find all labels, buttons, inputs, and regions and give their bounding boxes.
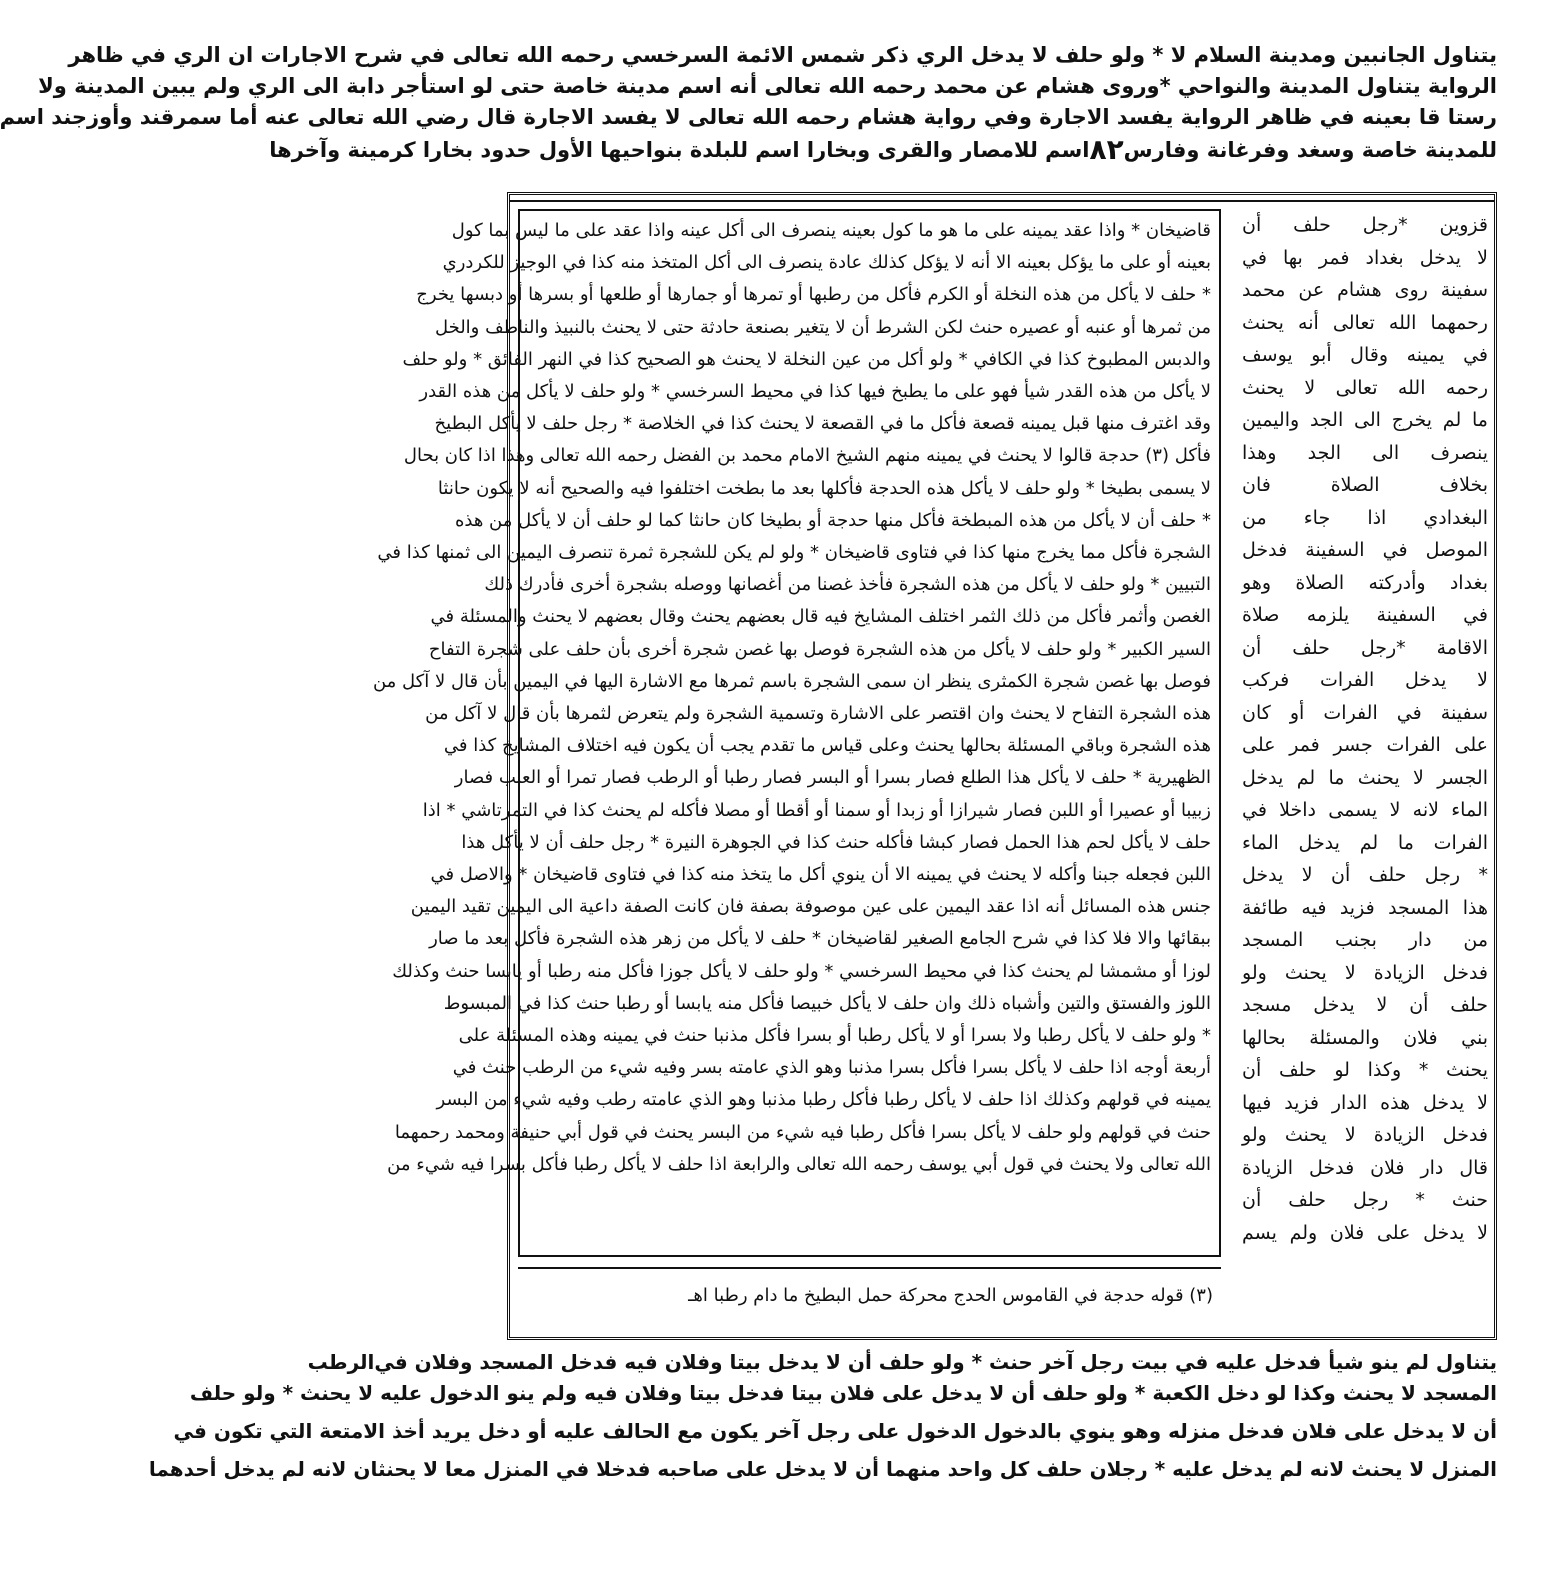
main-text-line: الظهيرية * حلف لا يأكل هذا الطلع فصار بسرا أو البسر فصار رطبا أو الرطب فصار تمرا أو العنب فصار [454,767,1211,789]
margin-text-line: رحمه الله تعالى لا يحنث [1242,376,1488,399]
margin-text-line: ينصرف الى الجد وهذا [1242,441,1488,464]
main-text-line: اللوز والفستق والتين وأشباه ذلك وان حلف لا يأكل خبيصا فأكل منه يابسا أو رطبا حنث كذا في المبسوط [443,992,1211,1014]
footnote-text: (٣) قوله حدجة في القاموس الحدج محركة حمل البطيخ ما دام رطبا اهـ [688,1285,1213,1306]
margin-text-line: بغداد وأدركته الصلاة وهو [1242,571,1488,594]
main-text-line: بعينه أو على ما يؤكل بعينه الا أنه لا يؤكل كذلك عادة ينصرف الى أكل المتخذ منه كذا في الوجيز للكردري [442,252,1211,274]
main-text-line: * حلف أن لا يأكل من هذه المبطخة فأكل منها حدجة أو بطيخا كان حانثا كما لو حلف أن لا يأكل من هذه [454,509,1211,531]
margin-text-line: * رجل حلف أن لا يدخل [1242,864,1488,886]
frame-top-rule [510,200,1494,202]
margin-text-line: لا يدخل هذه الدار فزيد فيها [1242,1091,1488,1114]
margin-text-line: الموصل في السفينة فدخل [1242,539,1488,561]
bottom-text-block [148,1350,1497,1488]
bottom-text-segment: يتناول لم ينو شيأ فدخل عليه في بيت رجل آخر حنث * ولو حلف أن لا يدخل بيتا وفلان فيه فدخل المسجد وفلان في [374,1350,1497,1374]
bottom-text-line: المنزل لا يحنث لانه لم يدخل عليه * رجلان حلف كل واحد منهما أن لا يدخل على صاحبه فدخلا في المنزل معا لا يحنثان لانه لم يدخل أحدهما [148,1457,1497,1481]
main-text-line: لا يسمى بطيخا * ولو حلف لا يأكل هذه الحدجة فأكلها بعد ما بطخت اختلفوا فيه والصحيح أنه لا يكون حانثا [437,477,1211,499]
main-text-line: قاضيخان * واذا عقد يمينه على ما هو ما كول بعينه ينصرف الى أكل عينه واذا عقد على ما ليس بما كول [451,220,1211,241]
bottom-text-segment: الرطب [307,1350,375,1374]
bottom-text-first-row [307,1350,1497,1374]
top-text-last-row [269,133,1497,166]
margin-commentary-column [1242,209,1488,1325]
margin-text-line: لا يدخل على فلان ولم يسم [1242,1221,1488,1244]
margin-text-line: الجسر لا يحنث ما لم يدخل [1242,766,1488,789]
main-text-line: ببقائها والا فلا كذا في شرح الجامع الصغير لقاضيخان * حلف لا يأكل من زهر هذه الشجرة فأكل بعد ما صار [429,928,1211,950]
margin-text-line: الفرات ما لم يدخل الماء [1242,831,1488,854]
main-text-line: لا يأكل من هذه القدر شيأ فهو على ما يطبخ فيها كذا في محيط السرخسي * ولو حلف لا يأكل من هذه القدر [419,381,1211,403]
top-text-block [0,40,1497,166]
main-text-line: التبيين * ولو حلف لا يأكل من هذه الشجرة فأخذ غصنا من أغصانها ووصله بشجرة أخرى فأدرك ذلك [484,574,1211,596]
main-text-line: * ولو حلف لا يأكل رطبا ولا بسرا أو لا يأكل رطبا أو بسرا فأكل مذنبا حنث في يمينه وهذه المسئلة على [458,1025,1211,1047]
margin-text-line: حلف أن لا يدخل مسجد [1242,994,1488,1016]
top-text-segment: اسم للامصار والقرى وبخارا اسم للبلدة بنواحيها الأول حدود بخارا كرمينة وآخرها [269,137,1090,162]
margin-text-line: قزوين *رجل حلف أن [1242,214,1488,236]
main-text-line: السير الكبير * ولو حلف لا يأكل من هذه الشجرة فوصل بها غصن شجرة أخرى بأن حلف على شجرة التفاح [428,638,1211,660]
margin-text-line: قال دار فلان فدخل الزيادة [1242,1156,1488,1179]
margin-text-line: سفينة في الفرات أو كان [1242,701,1488,724]
top-text-line: الرواية يتناول المدينة والنواحي *وروى هشام عن محمد رحمه الله تعالى أنه اسم مدينة خاصة حتى لو استأجر دابة الى الري ولم يبين المدينة ولا [38,74,1497,98]
main-text-line: والدبس المطبوخ كذا في الكافي * ولو أكل من عين النخلة لا يحنث هو الصحيح كذا في النهر الفائق * ولو حلف [402,348,1211,370]
top-text-line: يتناول الجانبين ومدينة السلام لا * ولو حلف لا يدخل الري ذكر شمس الائمة السرخسي رحمه الله تعالى في شرح الاجارات ان الري في ظاهر [68,43,1497,67]
margin-text-line: من دار بجنب المسجد [1242,929,1488,951]
main-text-line: حنث في قولهم ولو حلف لا يأكل بسرا فأكل رطبا فيه شيء من البسر يحنث في قول أبي حنيفة ومحمد رحمهما [394,1121,1211,1143]
margin-text-line: فدخل الزيادة لا يحنث ولو [1242,1124,1488,1146]
main-text-line: هذه الشجرة التفاح لا يحنث وان اقتصر على الاشارة وتسمية الشجرة ولم يتعرض لثمرها بأن قال لا آكل من [425,703,1211,725]
main-text-line: فوصل بها غصن شجرة الكمثرى ينظر ان سمى الشجرة باسم ثمرها مع الاشارة اليها في اليمين بأن قال لا آكل من [372,670,1211,692]
margin-text-line: سفينة روى هشام عن محمد [1242,279,1488,301]
bottom-text-line: المسجد لا يحنث وكذا لو دخل الكعبة * ولو حلف أن لا يدخل على فلان بيتا فدخل بيتا وفلان فيه ولم ينو الدخول عليه لا يحنث * ولو حلف [189,1381,1497,1405]
bottom-text-line: أن لا يدخل على فلان فدخل منزله وهو ينوي بالدخول الدخول على رجل آخر يكون مع الحالف عليه أو دخل يريد أخذ الامتعة التي تكون في [173,1419,1497,1443]
main-text-line: * حلف لا يأكل من هذه النخلة أو الكرم فأكل من رطبها أو تمرها أو جمارها أو طلعها أو بسرها أو دبسها يخرج [416,284,1211,306]
top-text-line: رستا قا بعينه في ظاهر الرواية يفسد الاجارة وفي رواية هشام رحمه الله تعالى لا يفسد الاجارة قال رضي الله تعالى عنه أما سمرقند وأوزجند اسم [0,105,1497,129]
main-text-line: جنس هذه المسائل أنه اذا عقد اليمين على عين موصوفة بصفة فان كانت الصفة داعية الى اليمين تقيد اليمين [410,896,1211,918]
main-text-line: الغصن وأثمر فأكل من ذلك الثمر اختلف المشايخ فيه قال بعضهم يحنث وقال بعضهم لا يحنث والمسئلة في [430,606,1211,628]
margin-text-line: رحمهما الله تعالى أنه يحنث [1242,311,1488,334]
main-text-line: حلف لا يأكل لحم هذا الحمل فصار كبشا فأكله حنث كذا في الجوهرة النيرة * رجل حلف أن لا يأكل هذا [461,831,1211,853]
main-text-line: زبيبا أو عصيرا أو اللبن فصار شيرازا أو زبدا أو سمنا أو أقطا أو مصلا فأكله لم يحنث كذا في التمرتاشي * اذا [422,799,1211,821]
footnote [518,1267,1221,1325]
margin-text-line: في السفينة يلزمه صلاة [1242,604,1488,626]
main-text-line: أربعة أوجه اذا حلف لا يأكل بسرا فأكل بسرا مذنبا وهو الذي عامته بسر وفيه شيء من الرطب حنث في [452,1057,1211,1079]
margin-text-line: يحنث * وكذا لو حلف أن [1242,1059,1488,1081]
margin-text-line: فدخل الزيادة لا يحنث ولو [1242,961,1488,984]
main-text-line: فأكل (٣) حدجة قالوا لا يحنث في يمينه منهم الشيخ الامام محمد بن الفضل رحمه الله تعالى وهذا اذا كان بحال [403,445,1211,467]
main-text-line: وقد اغترف منها قبل يمينه قصعة فأكل ما في القصعة لا يحنث كذا في الخلاصة * رجل حلف لا يأكل البطيخ [434,413,1211,435]
margin-text-line: بخلاف الصلاة فان [1242,474,1488,496]
main-text-line: لوزا أو مشمشا لم يحنث كذا في محيط السرخسي * ولو حلف لا يأكل جوزا فأكل منه رطبا أو يابسا حنث وكذلك [392,960,1211,982]
margin-text-line: حنث * رجل حلف أن [1242,1189,1488,1211]
margin-text-line: ما لم يخرج الى الجد واليمين [1242,409,1488,431]
margin-text-line: الماء لانه لا يسمى داخلا في [1242,799,1488,821]
main-text-line: من ثمرها أو عنبه أو عصيره حنث لكن الشرط أن لا يتغير بصنعة حادثة حتى لا يحنث بالنبيذ والناطف والخل [434,316,1211,338]
top-text-segment: للمدينة خاصة وسغد وفرغانة وفارس [1123,137,1497,162]
main-text-line: اللبن فجعله جبنا وأكله لا يحنث في يمينه الا أن ينوي أكل ما يتخذ منه كذا في فتاوى قاضيخان * والاصل في [430,864,1211,886]
main-text-line: هذه الشجرة وباقي المسئلة بحالها يحنث وعلى قياس ما تقدم يجب أن يكون فيه اختلاف المشايخ كذا في [443,735,1211,757]
margin-text-line: لا يدخل الفرات فركب [1242,669,1488,691]
page-number: ٨٢ [1089,133,1124,166]
main-text-line: الله تعالى ولا يحنث في قول أبي يوسف رحمه الله تعالى والرابعة اذا حلف لا يأكل رطبا فأكل بسرا فيه شيء من [387,1153,1211,1175]
margin-text-line: هذا المسجد فزيد فيه طائفة [1242,896,1488,919]
main-text-column [372,209,1221,1257]
margin-text-line: بني فلان والمسئلة بحالها [1242,1026,1488,1049]
margin-text-line: في يمينه وقال أبو يوسف [1242,344,1488,366]
margin-text-line: البغدادي اذا جاء من [1242,506,1488,529]
page-frame [372,192,1497,1340]
margin-text-line: لا يدخل بغداد فمر بها في [1242,246,1488,269]
margin-text-line: على الفرات جسر فمر على [1242,734,1488,756]
margin-text-line: الاقامة *رجل حلف أن [1242,636,1488,659]
main-text-line: يمينه في قولهم وكذلك اذا حلف لا يأكل رطبا فأكل رطبا مذنبا وهو الذي عامته رطب وفيه شيء من البسر [436,1089,1211,1111]
main-text-line: الشجرة فأكل مما يخرج منها كذا في فتاوى قاضيخان * ولو لم يكن للشجرة ثمرة تنصرف اليمين الى ثمنها كذا في [377,542,1211,564]
